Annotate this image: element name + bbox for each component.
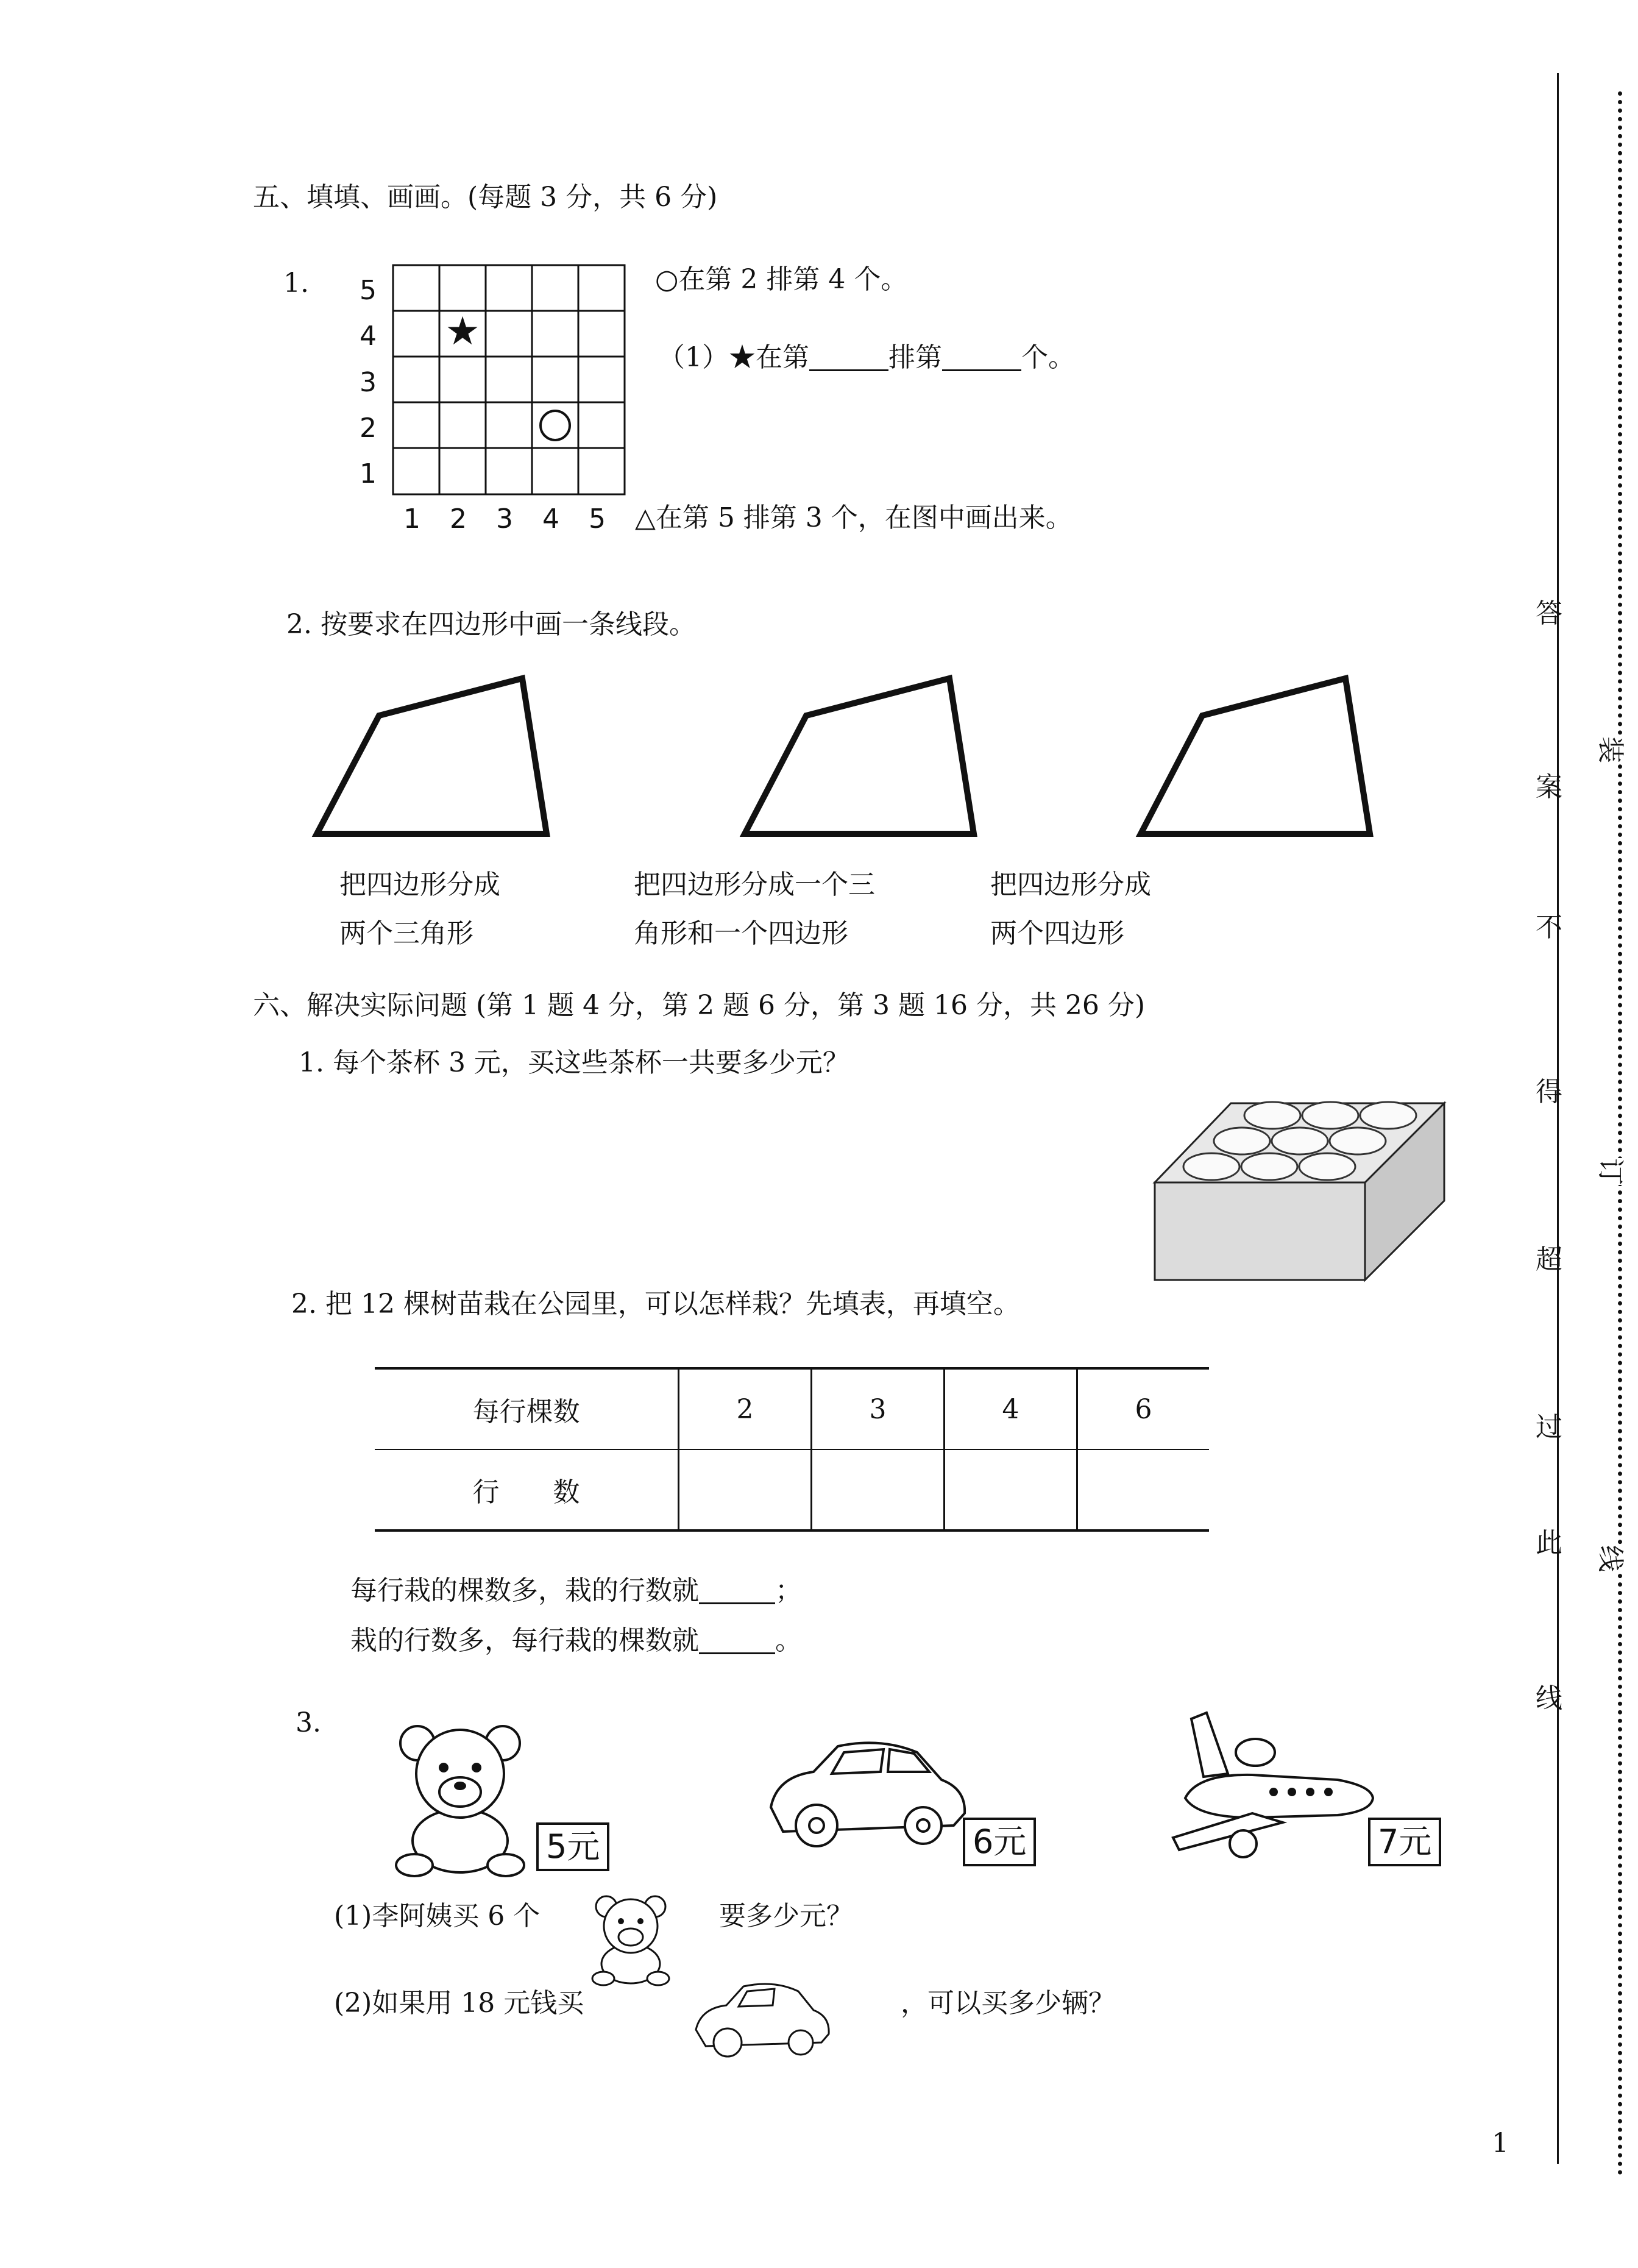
margin-dotted-line [1618, 91, 1622, 2176]
seat-grid [350, 262, 631, 536]
teddy-bear-icon [588, 1889, 673, 1987]
sub-question-1 [658, 344, 1075, 371]
answer-cell[interactable] [945, 1449, 1077, 1530]
sub1-text-b: 排第 [888, 342, 942, 373]
page-number: 1 [1492, 2128, 1509, 2159]
table-cell: 2 [679, 1368, 812, 1449]
caption-line1: 把四边形分成 [339, 869, 500, 900]
sub-question-2-text: (2)如果用 18 元钱买 [334, 1988, 584, 2019]
sub-question-1-end: 要多少元？ [719, 1900, 853, 1932]
price-tag: 5元 [536, 1822, 609, 1871]
margin-char: 不 [1536, 912, 1562, 943]
circle-note: ○在第 2 排第 4 个。 [655, 264, 908, 295]
margin-char: 答 [1536, 598, 1562, 629]
table-header-cell: 每行棵数 [375, 1368, 679, 1449]
quadrilateral-shape [317, 678, 547, 834]
table-cell: 3 [812, 1368, 945, 1449]
col-label: 5 [589, 503, 606, 535]
fill2-punct: 。 [775, 1625, 802, 1656]
table-header-cell: 行 数 [375, 1449, 679, 1530]
caption-line2: 两个四边形 [990, 918, 1124, 949]
planting-table [375, 1367, 1209, 1532]
fill1-punct: ； [775, 1575, 802, 1606]
question-1-text: 1. 每个茶杯 3 元，买这些茶杯一共要多少元？ [299, 1047, 849, 1078]
caption-line1: 把四边形分成一个三 [634, 869, 875, 900]
margin-side-char: 装 [1595, 736, 1626, 763]
sub1-text-a: （1）★在第 [658, 342, 809, 373]
answer-cell[interactable] [1077, 1449, 1210, 1530]
question-2-text: 2. 按要求在四边形中画一条线段。 [286, 609, 696, 640]
circle-icon [541, 411, 570, 440]
margin-char: 过 [1536, 1412, 1562, 1443]
question-2-text: 2. 把 12 棵树苗栽在公园里，可以怎样栽？先填表，再填空。 [291, 1289, 1020, 1320]
quadrilateral-shape [745, 678, 974, 834]
section6-title: 六、解决实际问题 (第 1 题 4 分，第 2 题 6 分，第 3 题 16 分，共 26 分) [253, 990, 1146, 1021]
teddy-bear-icon [390, 1719, 530, 1877]
answer-cell[interactable] [812, 1449, 945, 1530]
table-cell: 4 [945, 1368, 1077, 1449]
col-label: 1 [403, 503, 420, 535]
row-label: 3 [360, 367, 377, 398]
margin-solid-line [1557, 73, 1559, 2164]
answer-blank[interactable] [699, 1628, 775, 1654]
star-icon: ★ [445, 309, 480, 354]
fill-sentence-1 [350, 1577, 802, 1604]
table-cell: 6 [1077, 1368, 1210, 1449]
answer-cell[interactable] [679, 1449, 812, 1530]
margin-side-char: 订 [1595, 1158, 1626, 1185]
sub1-text-c: 个。 [1021, 342, 1075, 373]
margin-char: 超 [1536, 1244, 1562, 1275]
quadrilateral-shape [1141, 678, 1370, 834]
table-row [375, 1449, 1209, 1530]
fill1-text: 每行栽的棵数多，栽的行数就 [350, 1575, 699, 1606]
question-number: 3. [296, 1707, 321, 1738]
row-label: 5 [360, 275, 377, 306]
sub-question-2-end: ，可以买多少辆？ [901, 1988, 1115, 2019]
toy-car-icon [759, 1734, 972, 1856]
toy-car-icon [689, 1978, 835, 2069]
fill2-text: 栽的行数多，每行栽的棵数就 [350, 1625, 699, 1656]
row-label: 4 [360, 321, 377, 352]
margin-side-char: 线 [1595, 1545, 1626, 1572]
row-label: 2 [360, 413, 377, 444]
question-number: 1. [283, 268, 309, 299]
toy-airplane-icon [1161, 1707, 1380, 1865]
quadrilaterals [0, 658, 1462, 853]
answer-blank[interactable] [699, 1578, 775, 1604]
col-label: 4 [542, 503, 559, 535]
answer-blank[interactable] [942, 345, 1021, 371]
price-tag: 6元 [963, 1818, 1036, 1866]
triangle-note: △在第 5 排第 3 个，在图中画出来。 [635, 502, 1072, 533]
margin-char: 得 [1536, 1076, 1562, 1107]
margin-char: 案 [1536, 772, 1562, 803]
col-label: 2 [450, 503, 467, 535]
caption-line2: 两个三角形 [339, 918, 473, 949]
section5-title: 五、填填、画画。(每题 3 分，共 6 分) [253, 182, 718, 213]
margin-char: 线 [1536, 1683, 1562, 1714]
caption-line1: 把四边形分成 [990, 869, 1151, 900]
row-label: 1 [360, 458, 377, 489]
fill-sentence-2 [350, 1627, 802, 1654]
teacup-box-icon [1152, 1091, 1450, 1286]
sub-question-1-text: (1)李阿姨买 6 个 [334, 1900, 541, 1932]
table-row [375, 1368, 1209, 1449]
answer-blank[interactable] [809, 345, 888, 371]
price-tag: 7元 [1368, 1818, 1441, 1866]
caption-line2: 角形和一个四边形 [634, 918, 848, 949]
col-label: 3 [496, 503, 513, 535]
margin-char: 此 [1536, 1527, 1562, 1559]
